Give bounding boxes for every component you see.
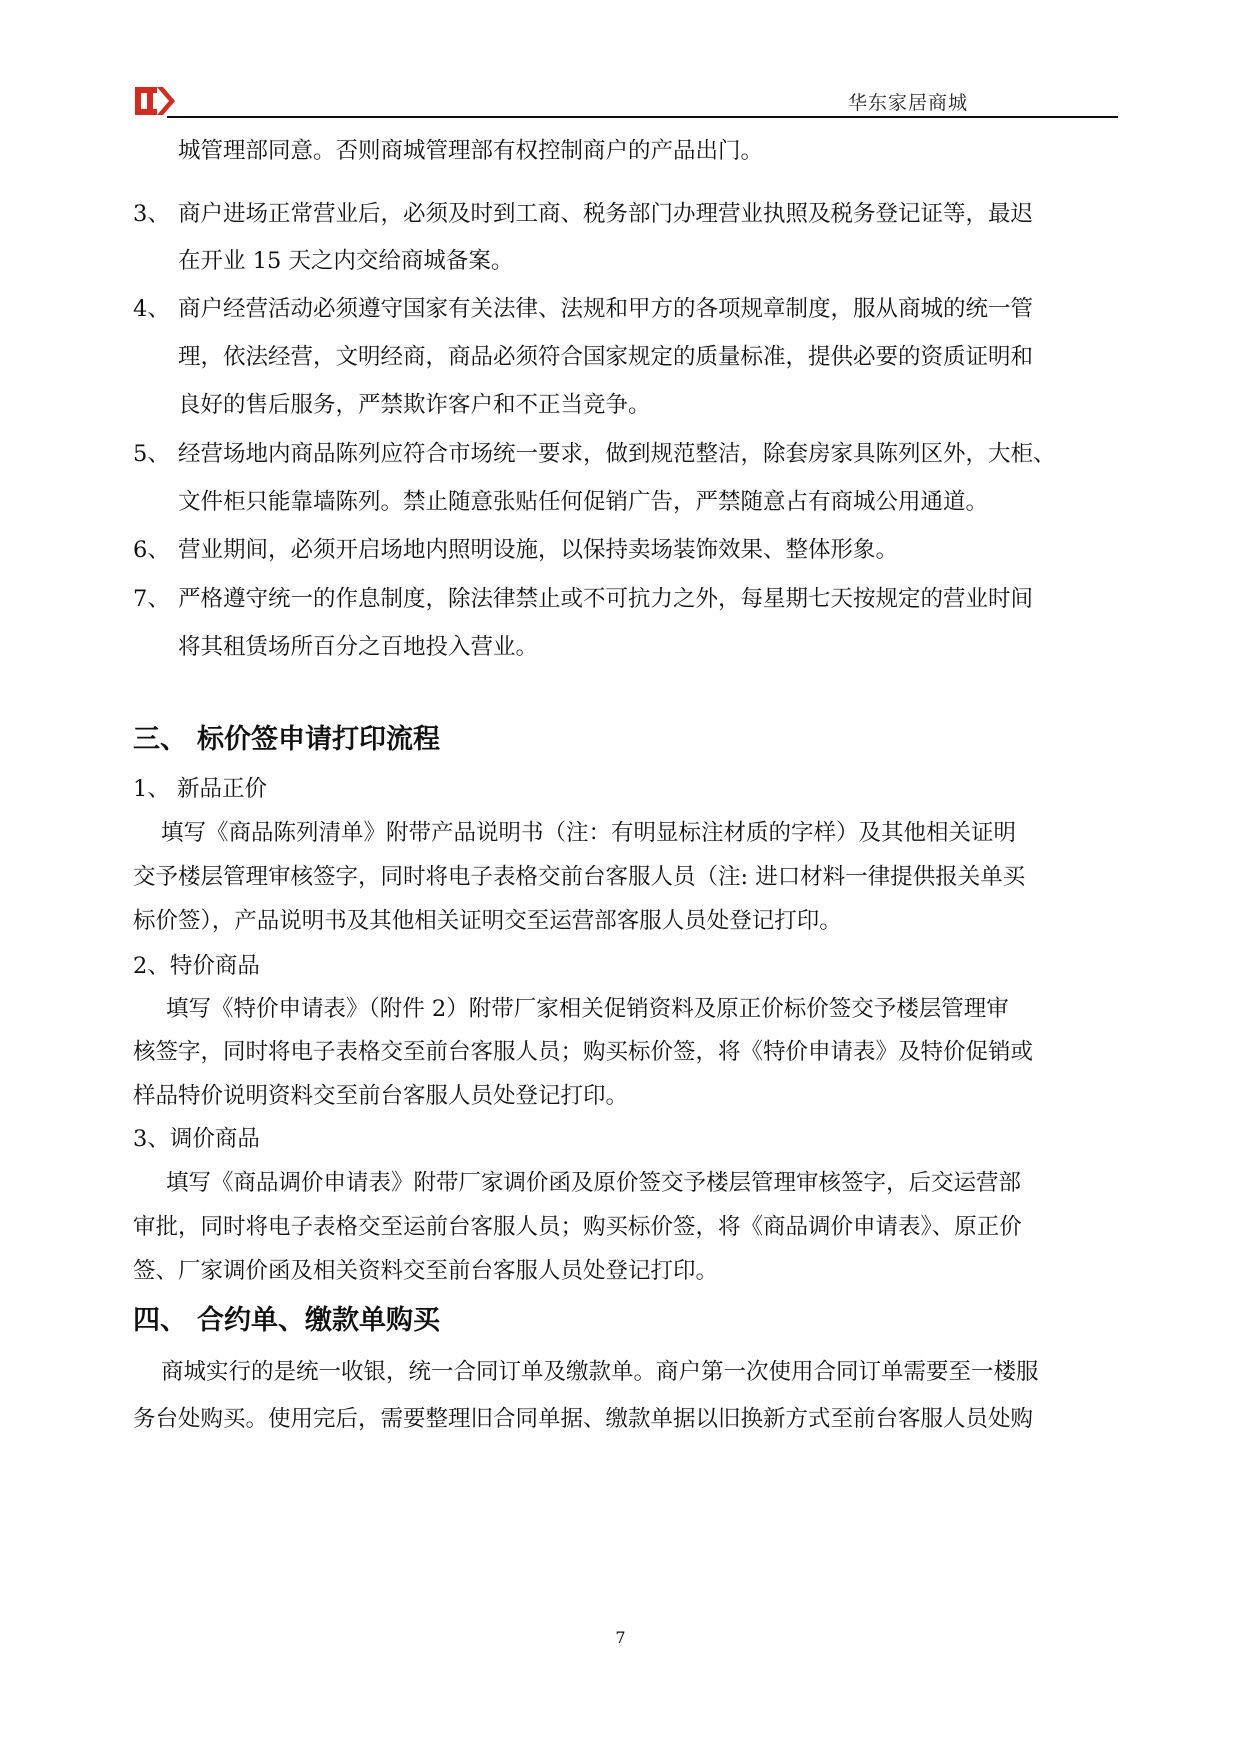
paragraph-line: 样品特价说明资料交至前台客服人员处登记打印。 (133, 1083, 629, 1109)
header-rule (167, 116, 1118, 118)
paragraph-line: 填写《特价申请表》（附件 2）附带厂家相关促销资料及原正价标价签交予楼层管理审 (166, 996, 1009, 1022)
paragraph-line: 务台处购买。使用完后，需要整理旧合同单据、缴款单据以旧换新方式至前台客服人员处购 (133, 1406, 1034, 1432)
list-item-text: 良好的售后服务，严禁欺诈客户和不正当竞争。 (178, 392, 651, 418)
list-item-number: 3、 (133, 201, 170, 227)
section-title: 合约单、缴款单购买 (197, 1305, 440, 1336)
paragraph-line: 标价签），产品说明书及其他相关证明交至运营部客服人员处登记打印。 (133, 908, 842, 934)
page-number: 7 (615, 1628, 626, 1647)
paragraph-line: 填写《商品调价申请表》附带厂家调价函及原价签交予楼层管理审核签字，后交运营部 (166, 1170, 1022, 1196)
paragraph-line: 签、厂家调价函及相关资料交至前台客服人员处登记打印。 (133, 1258, 719, 1284)
paragraph-line: 核签字，同时将电子表格交至前台客服人员；购买标价签，将《特价申请表》及特价促销或 (133, 1039, 1034, 1065)
list-item-number: 5、 (133, 441, 170, 467)
list-item-text: 文件柜只能靠墙陈列。禁止随意张贴任何促销广告，严禁随意占有商城公用通道。 (178, 489, 989, 515)
list-item-text: 在开业 15 天之内交给商城备案。 (178, 248, 514, 274)
list-item-number: 6、 (133, 537, 170, 563)
paragraph-line: 商城实行的是统一收银，统一合同订单及缴款单。商户第一次使用合同订单需要至一楼服 (161, 1359, 1039, 1385)
red-brand-logo-icon (133, 84, 177, 118)
list-item-text: 理，依法经营，文明经商，商品必须符合国家规定的质量标准，提供必要的资质证明和 (178, 344, 1034, 370)
list-item-continuation: 城管理部同意。否则商城管理部有权控制商户的产品出门。 (178, 138, 764, 164)
header-company-name: 华东家居商城 (847, 92, 968, 114)
list-item-number: 7、 (133, 586, 170, 612)
page-header (133, 84, 1118, 120)
subsection-label: 1、 新品正价 (133, 776, 267, 802)
paragraph-line: 填写《商品陈列清单》附带产品说明书（注：有明显标注材质的字样）及其他相关证明 (161, 820, 1017, 846)
section-title: 标价签申请打印流程 (197, 724, 440, 755)
list-item-text: 商户进场正常营业后，必须及时到工商、税务部门办理营业执照及税务登记证等，最迟 (178, 201, 1034, 227)
list-item-text: 将其租赁场所百分之百地投入营业。 (178, 634, 539, 660)
list-item-text: 营业期间，必须开启场地内照明设施，以保持卖场装饰效果、整体形象。 (178, 537, 899, 563)
section-heading-3 (133, 722, 440, 758)
paragraph-line: 交予楼层管理审核签字，同时将电子表格交前台客服人员（注: 进口材料一律提供报关单买 (133, 864, 1026, 890)
list-item-text: 经营场地内商品陈列应符合市场统一要求，做到规范整洁，除套房家具陈列区外，大柜、 (178, 441, 1056, 467)
list-item-text: 商户经营活动必须遵守国家有关法律、法规和甲方的各项规章制度，服从商城的统一管 (178, 296, 1034, 322)
section-heading-4 (133, 1303, 440, 1339)
subsection-label: 3、调价商品 (133, 1126, 260, 1152)
list-item-text: 严格遵守统一的作息制度，除法律禁止或不可抗力之外，每星期七天按规定的营业时间 (178, 586, 1034, 612)
subsection-label: 2、特价商品 (133, 953, 260, 979)
paragraph-line: 审批，同时将电子表格交至运前台客服人员；购买标价签，将《商品调价申请表》、原正价 (133, 1214, 1022, 1240)
section-number: 四、 (133, 1305, 187, 1336)
section-number: 三、 (133, 724, 187, 755)
list-item-number: 4、 (133, 296, 170, 322)
